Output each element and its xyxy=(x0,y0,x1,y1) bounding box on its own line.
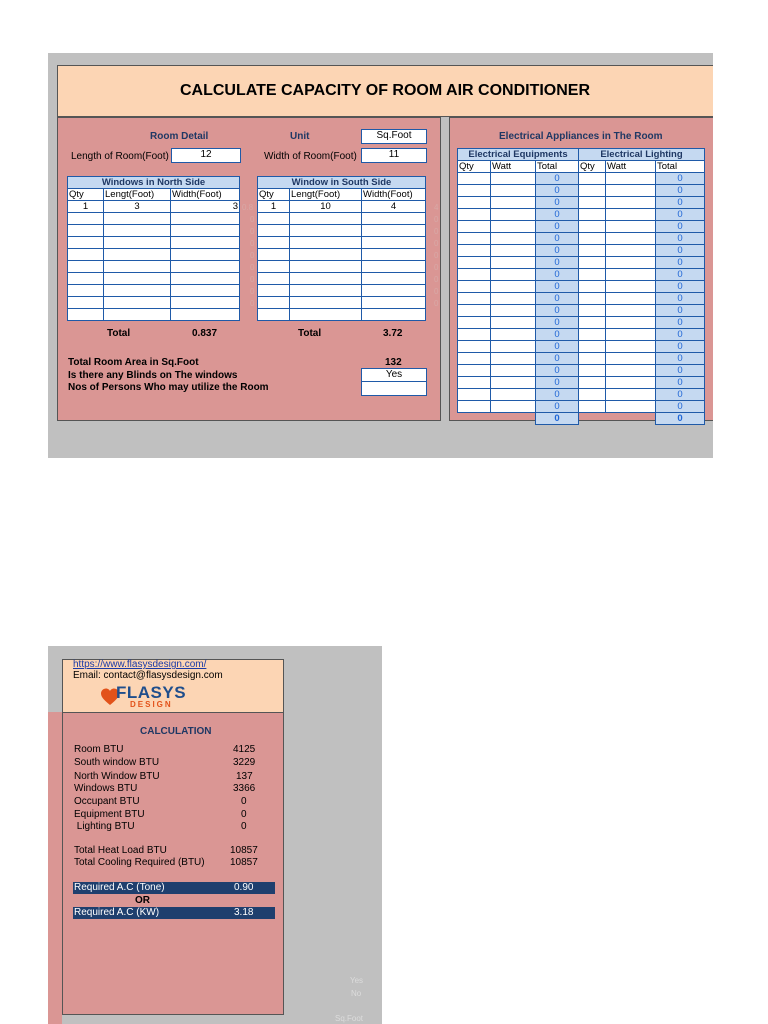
equipment-qty-cell[interactable] xyxy=(458,269,491,281)
lighting-row xyxy=(579,341,705,353)
north-side-value: 0 xyxy=(250,239,255,248)
equipment-qty-cell[interactable] xyxy=(458,221,491,233)
website-link[interactable]: https://www.flasysdesign.com/ xyxy=(73,659,207,670)
lighting-sum-value: 0 xyxy=(656,413,705,425)
lighting-watt-cell[interactable] xyxy=(606,329,656,341)
blinds-label: Is there any Blinds on The windows xyxy=(68,370,238,381)
equipment-qty-cell[interactable] xyxy=(458,209,491,221)
lighting-watt-cell[interactable] xyxy=(606,197,656,209)
lighting-total-cell: 0 xyxy=(656,173,705,185)
north-side-value: 0 xyxy=(250,227,255,236)
lighting-total-cell: 0 xyxy=(656,305,705,317)
lighting-total-cell: 0 xyxy=(656,377,705,389)
equipment-watt-cell[interactable] xyxy=(491,197,536,209)
equipment-watt-cell[interactable] xyxy=(491,305,536,317)
equipment-watt-cell[interactable] xyxy=(491,317,536,329)
lighting-title: Electrical Lighting xyxy=(579,149,705,161)
blinds-select[interactable]: Yes xyxy=(361,368,427,383)
equipment-qty-cell[interactable] xyxy=(458,329,491,341)
equipment-row xyxy=(458,185,579,197)
equipment-qty-cell[interactable] xyxy=(458,365,491,377)
equipment-total-cell: 0 xyxy=(536,281,579,293)
logo-word-top: FLASYS xyxy=(116,683,187,702)
calc-row-label: South window BTU xyxy=(74,757,160,768)
equipment-row xyxy=(458,245,579,257)
lighting-table xyxy=(578,148,705,425)
lighting-watt-cell[interactable] xyxy=(606,173,656,185)
equipment-total-cell: 0 xyxy=(536,377,579,389)
equipment-total-cell: 0 xyxy=(536,173,579,185)
equipment-total-cell: 0 xyxy=(536,365,579,377)
lighting-qty-cell[interactable] xyxy=(579,389,606,401)
calc-row-value: 0 xyxy=(241,796,247,807)
lighting-qty-cell[interactable] xyxy=(579,293,606,305)
north-total-value: 0.837 xyxy=(192,328,218,339)
south-width-cell[interactable]: 4 xyxy=(362,201,426,213)
list-value-no: No xyxy=(351,989,362,998)
lighting-row xyxy=(579,281,705,293)
north-side-value: 0 xyxy=(250,251,255,260)
lighting-watt-cell[interactable] xyxy=(606,365,656,377)
equipment-qty-cell[interactable] xyxy=(458,317,491,329)
total-cooling-value: 10857 xyxy=(230,857,258,868)
lighting-row xyxy=(579,353,705,365)
north-side-value: 0 xyxy=(250,275,255,284)
lighting-row xyxy=(579,293,705,305)
lighting-total-cell: 0 xyxy=(656,341,705,353)
lighting-watt-cell[interactable] xyxy=(606,281,656,293)
equipment-total-cell: 0 xyxy=(536,317,579,329)
persons-label: Nos of Persons Who may utilize the Room xyxy=(68,382,269,393)
lighting-qty-cell[interactable] xyxy=(579,257,606,269)
north-windows-table xyxy=(67,176,240,321)
south-total-value: 3.72 xyxy=(383,328,403,339)
south-total-label: Total xyxy=(298,328,322,339)
equipment-watt-cell[interactable] xyxy=(491,257,536,269)
equipment-watt-cell[interactable] xyxy=(491,401,536,413)
equipment-total-cell: 0 xyxy=(536,401,579,413)
equip-col-qty: Qty xyxy=(458,161,491,173)
lighting-watt-cell[interactable] xyxy=(606,245,656,257)
equipment-qty-cell[interactable] xyxy=(458,185,491,197)
lighting-qty-cell[interactable] xyxy=(579,221,606,233)
calc-row-value: 3366 xyxy=(233,783,256,794)
south-side-value: 4 xyxy=(434,203,439,212)
lighting-watt-cell[interactable] xyxy=(606,269,656,281)
unit-label: Unit xyxy=(290,131,310,142)
or-label: OR xyxy=(135,895,150,906)
calculation-panel-edge xyxy=(48,712,62,1024)
lighting-total-cell: 0 xyxy=(656,221,705,233)
north-col-qty: Qty xyxy=(68,189,104,201)
equipment-watt-cell[interactable] xyxy=(491,377,536,389)
equipment-row xyxy=(458,281,579,293)
calc-row-value: 0 xyxy=(241,821,247,832)
light-col-qty: Qty xyxy=(579,161,606,173)
equipment-row xyxy=(458,365,579,377)
lighting-total-cell: 0 xyxy=(656,365,705,377)
equipment-total-cell: 0 xyxy=(536,233,579,245)
north-empty-rows[interactable] xyxy=(68,213,240,321)
equipment-total-cell: 0 xyxy=(536,257,579,269)
lighting-sum-spacer xyxy=(579,413,656,425)
lighting-qty-cell[interactable] xyxy=(579,341,606,353)
logo-word-bottom: DESIGN xyxy=(130,700,173,709)
equipment-watt-cell[interactable] xyxy=(491,233,536,245)
lighting-qty-cell[interactable] xyxy=(579,185,606,197)
lighting-qty-cell[interactable] xyxy=(579,305,606,317)
lighting-watt-cell[interactable] xyxy=(606,221,656,233)
equipment-row xyxy=(458,401,579,413)
lighting-qty-cell[interactable] xyxy=(579,353,606,365)
lighting-total-cell: 0 xyxy=(656,317,705,329)
lighting-row xyxy=(579,269,705,281)
light-col-total: Total xyxy=(656,161,705,173)
equipment-row xyxy=(458,389,579,401)
equipment-watt-cell[interactable] xyxy=(491,209,536,221)
south-side-value: 0 xyxy=(434,227,439,236)
equipment-watt-cell[interactable] xyxy=(491,185,536,197)
room-detail-label: Room Detail xyxy=(150,131,209,142)
lighting-total-cell: 0 xyxy=(656,401,705,413)
equipment-total-cell: 0 xyxy=(536,245,579,257)
required-tone-bar xyxy=(73,882,275,894)
equipment-watt-cell[interactable] xyxy=(491,245,536,257)
lighting-total-cell: 0 xyxy=(656,185,705,197)
north-side-value: 0 xyxy=(250,263,255,272)
equipment-row xyxy=(458,209,579,221)
lighting-watt-cell[interactable] xyxy=(606,293,656,305)
calc-row-value: 0 xyxy=(241,809,247,820)
equipment-row xyxy=(458,173,579,185)
lighting-total-cell: 0 xyxy=(656,209,705,221)
north-side-value: 0 xyxy=(250,287,255,296)
equipment-qty-cell[interactable] xyxy=(458,377,491,389)
south-length-cell[interactable]: 10 xyxy=(290,201,362,213)
lighting-total-cell: 0 xyxy=(656,269,705,281)
lighting-total-cell: 0 xyxy=(656,233,705,245)
equipment-watt-cell[interactable] xyxy=(491,221,536,233)
equipment-total-cell: 0 xyxy=(536,185,579,197)
north-col-width: Width(Foot) xyxy=(171,189,240,201)
south-side-value: 0 xyxy=(434,299,439,308)
equipment-qty-cell[interactable] xyxy=(458,233,491,245)
calc-row-value: 3229 xyxy=(233,757,256,768)
equipment-row xyxy=(458,317,579,329)
lighting-qty-cell[interactable] xyxy=(579,281,606,293)
total-heat-label: Total Heat Load BTU xyxy=(74,845,167,856)
calc-row-label: North Window BTU xyxy=(74,771,160,782)
page-title: CALCULATE CAPACITY OF ROOM AIR CONDITIONER xyxy=(179,82,591,99)
lighting-watt-cell[interactable] xyxy=(606,353,656,365)
south-side-value: 0 xyxy=(434,239,439,248)
lighting-watt-cell[interactable] xyxy=(606,317,656,329)
north-windows-title: Windows in North Side xyxy=(68,177,240,189)
calc-row-label: Lighting BTU xyxy=(74,821,135,832)
equip-col-watt: Watt xyxy=(491,161,536,173)
lighting-watt-cell[interactable] xyxy=(606,341,656,353)
equipment-row xyxy=(458,353,579,365)
equipment-total-cell: 0 xyxy=(536,341,579,353)
lighting-total-cell: 0 xyxy=(656,293,705,305)
equipment-qty-cell[interactable] xyxy=(458,245,491,257)
equipment-qty-cell[interactable] xyxy=(458,389,491,401)
lighting-row xyxy=(579,365,705,377)
lighting-total-cell: 0 xyxy=(656,329,705,341)
lighting-qty-cell[interactable] xyxy=(579,197,606,209)
list-value-unit: Sq.Foot xyxy=(335,1014,364,1023)
south-windows-title: Window in South Side xyxy=(258,177,426,189)
equipment-watt-cell[interactable] xyxy=(491,329,536,341)
equipment-total-cell: 0 xyxy=(536,389,579,401)
persons-input[interactable] xyxy=(361,381,427,396)
north-col-length: Lengt(Foot) xyxy=(104,189,171,201)
equipment-row xyxy=(458,257,579,269)
lighting-qty-cell[interactable] xyxy=(579,245,606,257)
equipment-total-cell: 0 xyxy=(536,209,579,221)
lighting-watt-cell[interactable] xyxy=(606,209,656,221)
calc-row-label: Equipment BTU xyxy=(74,809,145,820)
email-text: Email: contact@flasysdesign.com xyxy=(73,670,223,681)
equip-col-total: Total xyxy=(536,161,579,173)
calculation-title: CALCULATION xyxy=(140,726,212,737)
lighting-row xyxy=(579,317,705,329)
south-windows-table xyxy=(257,176,426,321)
lighting-watt-cell[interactable] xyxy=(606,401,656,413)
lighting-row xyxy=(579,377,705,389)
equipment-row xyxy=(458,197,579,209)
equipment-row xyxy=(458,377,579,389)
unit-select[interactable]: Sq.Foot xyxy=(361,129,427,144)
north-qty-cell[interactable]: 1 xyxy=(68,201,104,213)
calc-row-label: Windows BTU xyxy=(74,783,138,794)
lighting-row xyxy=(579,305,705,317)
north-side-value: 0 xyxy=(250,215,255,224)
lighting-watt-cell[interactable] xyxy=(606,305,656,317)
south-side-value: 0 xyxy=(434,263,439,272)
equipment-watt-cell[interactable] xyxy=(491,389,536,401)
equipments-title: Electrical Equipments xyxy=(458,149,579,161)
equipment-qty-cell[interactable] xyxy=(458,305,491,317)
equipment-total-cell: 0 xyxy=(536,197,579,209)
list-value-yes: Yes xyxy=(350,976,364,985)
equipment-total-cell: 0 xyxy=(536,221,579,233)
lighting-row xyxy=(579,329,705,341)
equipment-watt-cell[interactable] xyxy=(491,341,536,353)
equipment-row xyxy=(458,221,579,233)
lighting-total-cell: 0 xyxy=(656,353,705,365)
appliances-title: Electrical Appliances in The Room xyxy=(499,131,663,142)
lighting-total-cell: 0 xyxy=(656,245,705,257)
lighting-total-cell: 0 xyxy=(656,197,705,209)
lighting-qty-cell[interactable] xyxy=(579,209,606,221)
lighting-row xyxy=(579,173,705,185)
equipment-row xyxy=(458,341,579,353)
calc-row-label: Room BTU xyxy=(74,744,124,755)
equipment-qty-cell[interactable] xyxy=(458,341,491,353)
equipment-qty-cell[interactable] xyxy=(458,293,491,305)
north-side-value: 0 xyxy=(250,299,255,308)
lighting-row xyxy=(579,197,705,209)
equipment-watt-cell[interactable] xyxy=(491,365,536,377)
south-side-value: 0 xyxy=(434,215,439,224)
lighting-row xyxy=(579,245,705,257)
north-total-label: Total xyxy=(107,328,131,339)
length-input[interactable]: 12 xyxy=(171,148,241,163)
south-side-value: 0 xyxy=(434,251,439,260)
south-side-value: 0 xyxy=(434,287,439,296)
width-label: Width of Room(Foot) xyxy=(264,151,357,162)
lighting-qty-cell[interactable] xyxy=(579,173,606,185)
north-length-cell[interactable]: 3 xyxy=(104,201,171,213)
south-col-length: Lengt(Foot) xyxy=(290,189,362,201)
lighting-row xyxy=(579,233,705,245)
calc-row-value: 4125 xyxy=(233,744,256,755)
lighting-watt-cell[interactable] xyxy=(606,233,656,245)
south-empty-rows[interactable] xyxy=(258,213,426,321)
lighting-qty-cell[interactable] xyxy=(579,401,606,413)
lighting-watt-cell[interactable] xyxy=(606,257,656,269)
lighting-watt-cell[interactable] xyxy=(606,377,656,389)
equipment-sum-value: 0 xyxy=(536,413,579,425)
north-width-cell[interactable]: 3 xyxy=(171,201,240,213)
lighting-row xyxy=(579,401,705,413)
equipment-total-cell: 0 xyxy=(536,329,579,341)
lighting-row xyxy=(579,221,705,233)
equipment-qty-cell[interactable] xyxy=(458,353,491,365)
lighting-row xyxy=(579,389,705,401)
equipment-row xyxy=(458,305,579,317)
total-area-value: 132 xyxy=(385,357,402,368)
south-col-width: Width(Foot) xyxy=(362,189,426,201)
lighting-qty-cell[interactable] xyxy=(579,317,606,329)
lighting-qty-cell[interactable] xyxy=(579,269,606,281)
lighting-row xyxy=(579,257,705,269)
total-heat-value: 10857 xyxy=(230,845,258,856)
south-qty-cell[interactable]: 1 xyxy=(258,201,290,213)
equipment-watt-cell[interactable] xyxy=(491,281,536,293)
required-kw-value: 3.18 xyxy=(234,907,254,918)
equipment-total-cell: 0 xyxy=(536,305,579,317)
equipment-qty-cell[interactable] xyxy=(458,173,491,185)
flasys-logo xyxy=(100,683,190,709)
equipment-qty-cell[interactable] xyxy=(458,401,491,413)
equipment-watt-cell[interactable] xyxy=(491,173,536,185)
north-side-value: 0.8 xyxy=(242,203,254,212)
lighting-watt-cell[interactable] xyxy=(606,389,656,401)
south-col-qty: Qty xyxy=(258,189,290,201)
calc-row-value: 137 xyxy=(236,771,253,782)
lighting-row xyxy=(579,209,705,221)
width-input[interactable]: 11 xyxy=(361,148,427,163)
equipment-qty-cell[interactable] xyxy=(458,197,491,209)
lighting-qty-cell[interactable] xyxy=(579,233,606,245)
equipment-row xyxy=(458,293,579,305)
required-kw-label: Required A.C (KW) xyxy=(74,907,160,918)
total-area-label: Total Room Area in Sq.Foot xyxy=(68,357,199,368)
equipment-total-cell: 0 xyxy=(536,269,579,281)
required-kw-bar xyxy=(73,907,275,919)
lighting-total-cell: 0 xyxy=(656,257,705,269)
equipment-row xyxy=(458,233,579,245)
equipment-qty-cell[interactable] xyxy=(458,281,491,293)
light-col-watt: Watt xyxy=(606,161,656,173)
required-tone-value: 0.90 xyxy=(234,882,254,893)
calc-row-label: Occupant BTU xyxy=(74,796,140,807)
required-tone-label: Required A.C (Tone) xyxy=(74,882,165,893)
lighting-row xyxy=(579,185,705,197)
lighting-watt-cell[interactable] xyxy=(606,185,656,197)
length-label: Length of Room(Foot) xyxy=(71,151,169,162)
equipment-sum-spacer xyxy=(458,413,536,425)
equipments-table xyxy=(457,148,579,425)
equipment-watt-cell[interactable] xyxy=(491,269,536,281)
lighting-total-cell: 0 xyxy=(656,389,705,401)
equipment-total-cell: 0 xyxy=(536,293,579,305)
equipment-row xyxy=(458,269,579,281)
equipment-watt-cell[interactable] xyxy=(491,293,536,305)
equipment-sum-row xyxy=(458,413,579,425)
south-side-value: 0 xyxy=(434,275,439,284)
equipment-total-cell: 0 xyxy=(536,353,579,365)
equipment-qty-cell[interactable] xyxy=(458,257,491,269)
total-cooling-label: Total Cooling Required (BTU) xyxy=(74,857,205,868)
lighting-qty-cell[interactable] xyxy=(579,377,606,389)
equipment-watt-cell[interactable] xyxy=(491,353,536,365)
lighting-sum-row xyxy=(579,413,705,425)
lighting-qty-cell[interactable] xyxy=(579,329,606,341)
lighting-total-cell: 0 xyxy=(656,281,705,293)
lighting-qty-cell[interactable] xyxy=(579,365,606,377)
equipment-row xyxy=(458,329,579,341)
